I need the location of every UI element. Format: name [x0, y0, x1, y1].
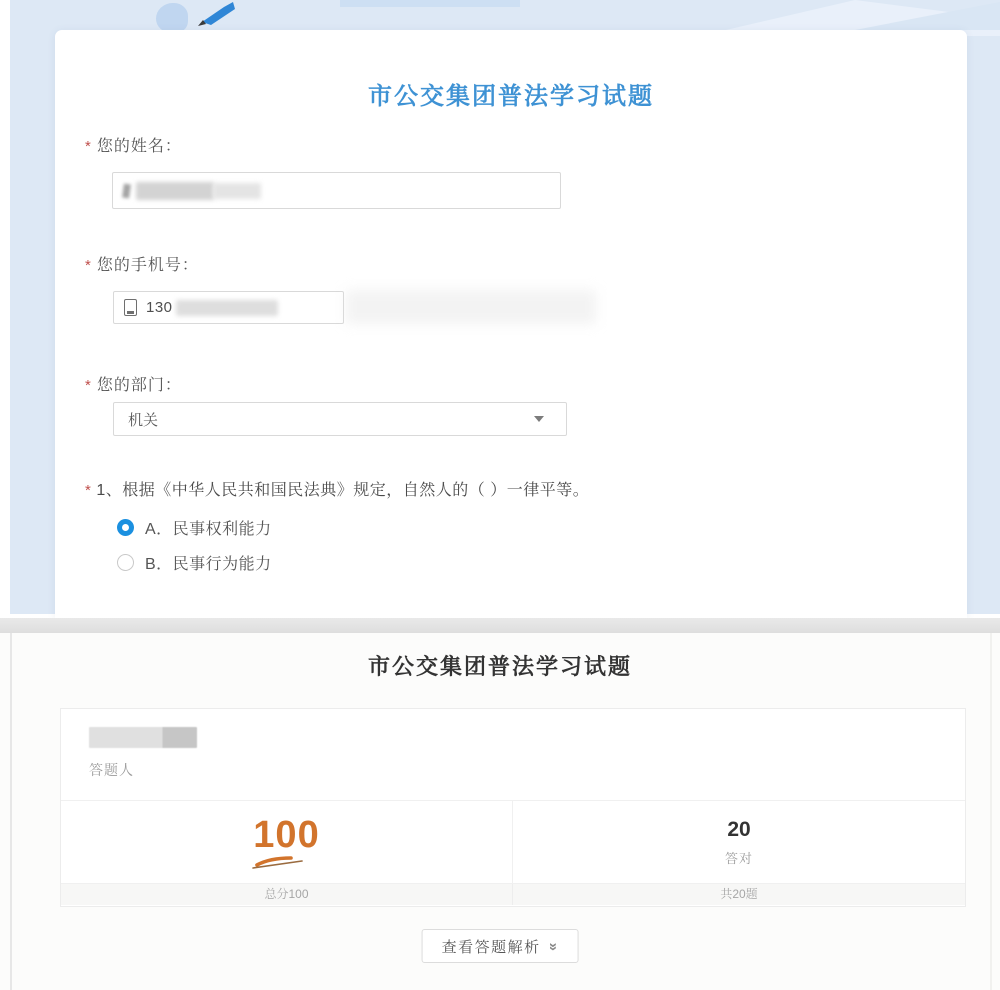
phone-value-prefix: 130: [146, 299, 173, 316]
respondent-row: [61, 709, 965, 801]
name-field-label: [85, 133, 182, 156]
screenshot-divider: [0, 618, 1000, 633]
required-asterisk: *: [85, 257, 92, 274]
radio-selected-icon[interactable]: [117, 519, 134, 536]
correct-count: 20: [727, 818, 751, 841]
department-selected-value: 机关: [128, 411, 159, 429]
decor-shape: [156, 3, 188, 33]
correct-label: 答对: [724, 851, 753, 866]
decor-streak: [340, 0, 520, 7]
question-text: [85, 477, 945, 500]
result-card: [60, 708, 966, 907]
name-value-redacted: [213, 183, 261, 199]
name-value-redacted: [136, 182, 214, 200]
page-edge-line: [990, 633, 992, 990]
respondent-name-redacted: [89, 727, 197, 748]
phone-label-text: 您的手机号：: [96, 257, 199, 274]
radio-option-a[interactable]: [117, 516, 272, 539]
dropdown-caret-icon: [534, 416, 544, 422]
respondent-label: 答题人: [89, 762, 134, 778]
view-analysis-button[interactable]: [422, 929, 579, 963]
name-label-text: 您的姓名：: [96, 138, 182, 155]
phone-field-label: [85, 252, 199, 275]
name-value-redacted: [122, 184, 131, 199]
name-input[interactable]: [112, 172, 561, 209]
survey-form-card: [55, 30, 967, 618]
radio-unselected-icon[interactable]: [117, 554, 134, 571]
question-body: 1、根据《中华人民共和国民法典》规定，自然人的（ ）一律平等。: [96, 482, 590, 499]
quiz-result-screen: [0, 633, 1000, 990]
phone-input[interactable]: [113, 291, 344, 324]
required-asterisk: *: [85, 377, 92, 394]
result-title: 市公交集团普法学习试题: [367, 654, 632, 679]
score-row: [61, 801, 965, 883]
chevron-double-down-icon: »: [545, 942, 563, 952]
phone-value-redacted: [176, 300, 278, 316]
phone-value-smudge: [346, 290, 596, 324]
result-card-footer: [61, 883, 965, 905]
view-analysis-label: 查看答题解析: [441, 938, 541, 956]
option-b-label: B．民事行为能力: [145, 556, 272, 573]
score-underline-icon: [250, 855, 308, 869]
radio-option-b[interactable]: [117, 551, 272, 574]
score-value: 100: [253, 813, 320, 856]
required-asterisk: *: [85, 482, 92, 499]
mobile-phone-icon: [124, 299, 137, 316]
option-a-label: A．民事权利能力: [145, 521, 272, 538]
department-select[interactable]: [113, 402, 567, 436]
department-field-label: [85, 372, 182, 395]
score-caption: 总分100: [61, 884, 513, 905]
correct-cell: [513, 801, 965, 883]
total-caption: 共20题: [720, 887, 758, 901]
required-asterisk: *: [85, 138, 92, 155]
pen-icon: [186, 0, 238, 28]
form-title: 市公交集团普法学习试题: [368, 83, 654, 110]
score-cell: [61, 801, 513, 883]
page-edge-line: [10, 633, 12, 990]
department-label-text: 您的部门：: [96, 377, 182, 394]
